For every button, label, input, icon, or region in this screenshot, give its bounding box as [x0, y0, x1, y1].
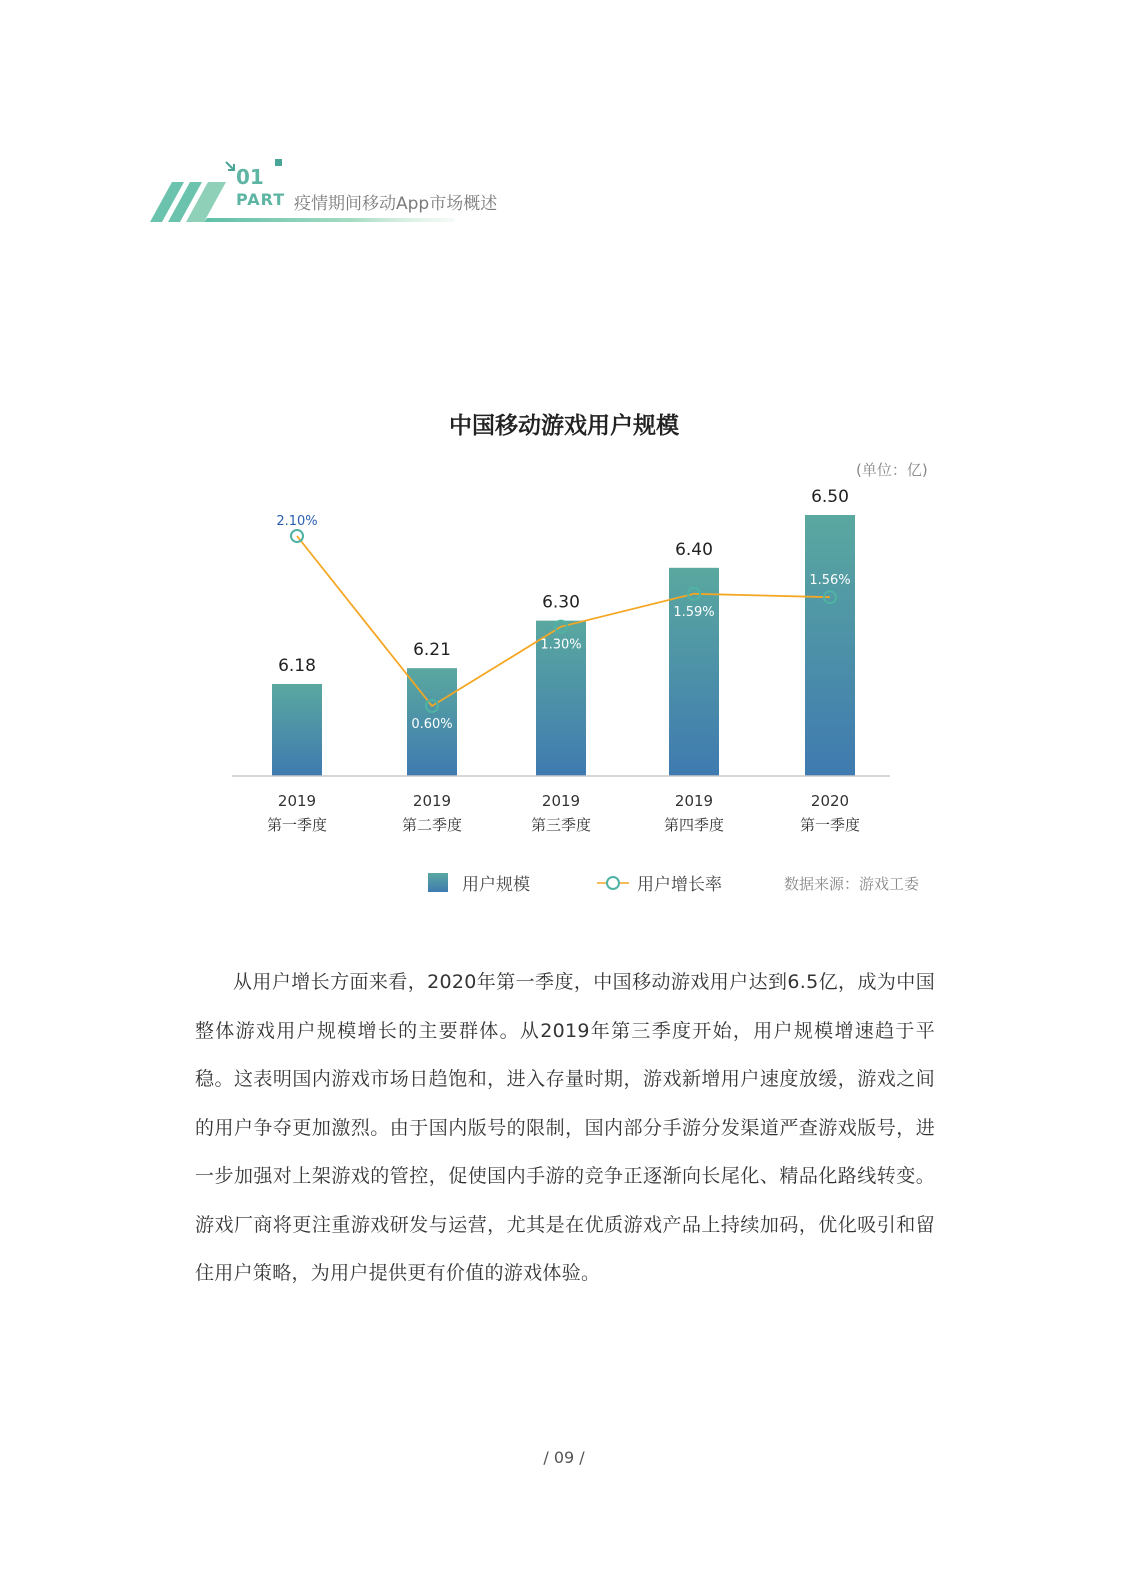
bar-value-label: 6.40	[675, 539, 713, 560]
bar-value-label: 6.50	[811, 487, 849, 507]
legend-bar-swatch	[428, 873, 448, 892]
part-number: 01	[236, 165, 264, 189]
x-tick-label-year: 2019	[412, 792, 452, 810]
header-square-icon	[275, 159, 282, 166]
x-tick-label-quarter: 第三季度	[530, 816, 592, 834]
bar	[272, 684, 322, 776]
growth-rate-label: 1.59%	[673, 604, 715, 620]
x-tick-label-year: 2020	[810, 792, 850, 810]
x-tick-label-quarter: 第四季度	[663, 816, 725, 834]
legend-line-swatch	[597, 870, 629, 894]
body-paragraph: 从用户增长方面来看，2020年第一季度，中国移动游戏用户达到6.5亿，成为中国整体游戏用户规模增长的主要群体。从2019年第三季度开始，用户规模增速趋于平稳。这表明国内游戏市场日趋饱和，进入存量时期，游戏新增用户速度放缓，游戏之间的用户争夺更加激烈。由于国内版号的限制，国内部分手游分发渠道严查游戏版号，进一步加强对上架游戏的管控，促使国内手游的竞争正逐渐向长尾化、精品化路线转变。游戏厂商将更注重游戏研发与运营，尤其是在优质游戏产品上持续加码，优化吸引和留住用户策略，为用户提供更有价值的游戏体验。	[195, 971, 935, 1284]
page-number: / 09 /	[543, 1448, 585, 1467]
section-header	[150, 155, 530, 230]
legend-bar-label: 用户规模	[462, 875, 530, 895]
growth-rate-label: 1.30%	[540, 637, 582, 653]
chart-unit-note: (单位：亿)	[856, 461, 928, 479]
x-tick-label-quarter: 第二季度	[401, 816, 463, 834]
x-tick-label-quarter: 第一季度	[799, 816, 861, 834]
x-tick-label-year: 2019	[541, 792, 581, 810]
growth-rate-label: 2.10%	[276, 514, 318, 529]
legend-line-label: 用户增长率	[637, 875, 722, 895]
bar-value-label: 6.21	[413, 640, 451, 661]
bar	[805, 515, 855, 776]
x-tick-label-quarter: 第一季度	[266, 816, 328, 834]
chart-legend	[0, 868, 1128, 898]
growth-rate-label: 0.60%	[411, 717, 453, 732]
section-title: 疫情期间移动App市场概述	[294, 194, 498, 214]
bar-value-label: 6.18	[278, 656, 316, 676]
part-label: PART	[236, 190, 286, 209]
data-source: 数据来源：游戏工委	[784, 875, 920, 893]
bar-line-chart	[0, 480, 1128, 860]
bar-value-label: 6.30	[542, 592, 580, 613]
x-tick-label-year: 2019	[674, 792, 714, 810]
chart-title: 中国移动游戏用户规模	[449, 413, 679, 439]
x-tick-label-year: 2019	[277, 792, 317, 810]
growth-rate-label: 1.56%	[809, 573, 851, 589]
